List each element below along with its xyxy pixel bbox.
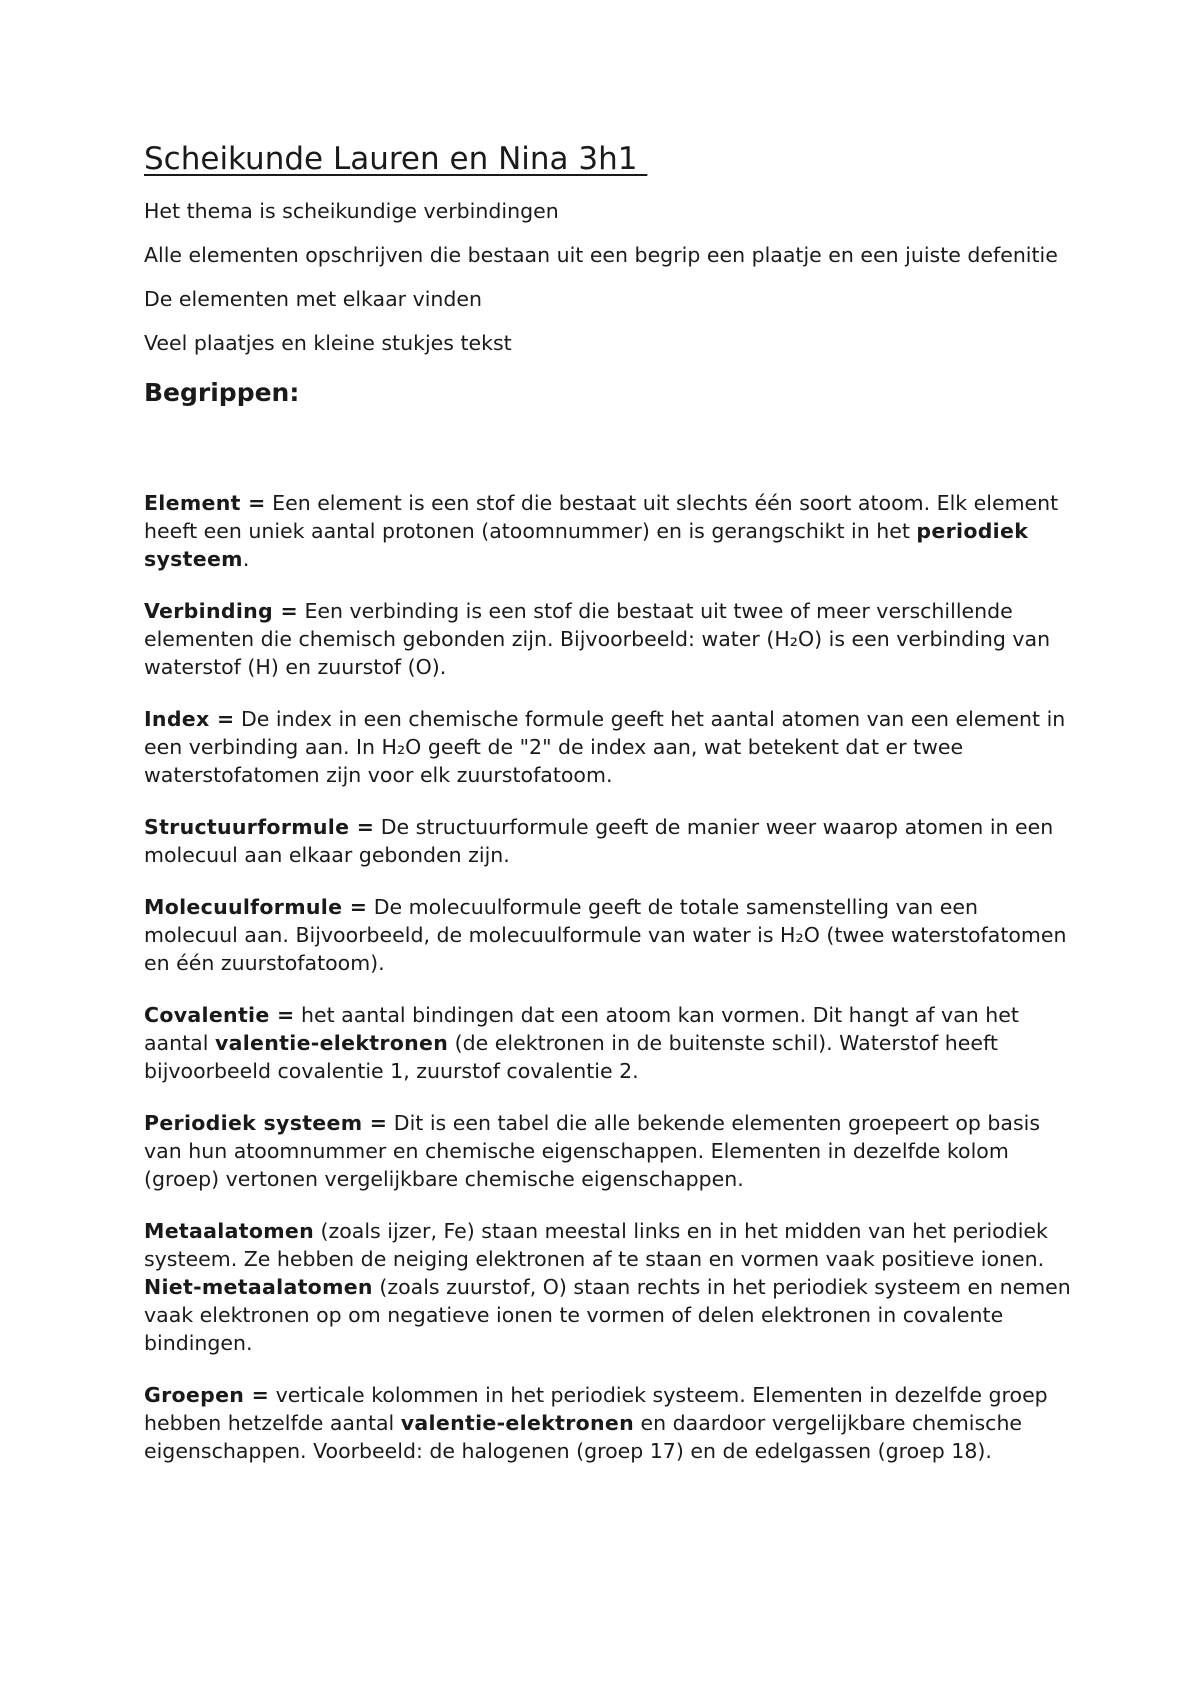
definition-metaalatomen [144, 1217, 1074, 1273]
definition-text: Dit is een tabel die alle bekende elementen groepeert op basis van hun atoomnummer en chemische eigenschappen. Elementen in dezelfde kolom (groep) vertonen vergelijkbare chemische eigenschappen. [144, 1111, 1041, 1192]
emphasis: valentie-elektronen [214, 1031, 449, 1056]
term: Groepen = [144, 1383, 270, 1408]
document-title: Scheikunde Lauren en Nina 3h1 [144, 141, 648, 177]
definition-groepen [144, 1381, 1074, 1465]
definition-covalentie [144, 1001, 1074, 1085]
definition-text: (zoals ijzer, Fe) staan meestal links en in het midden van het periodiek systeem. Ze hebben de neiging elektronen af te staan en vormen vaak positieve ionen. [144, 1219, 1048, 1272]
definition-text: het aantal bindingen dat een atoom kan vormen. Dit hangt af van het aantal [144, 1003, 1019, 1056]
section-heading-begrippen: Begrippen: [144, 377, 300, 407]
term: Niet-metaalatomen [144, 1275, 373, 1300]
definition-tail: (de elektronen in de buitenste schil). Waterstof heeft bijvoorbeeld covalentie 1, zuurstof covalentie 2. [144, 1031, 998, 1084]
definition-niet-metaalatomen [144, 1273, 1074, 1357]
definition-tail: . [242, 547, 250, 572]
definition-molecuulformule [144, 893, 1074, 977]
intro-line: Het thema is scheikundige verbindingen [144, 198, 559, 223]
definition-text: Een verbinding is een stof die bestaat uit twee of meer verschillende elementen die chemisch gebonden zijn. Bijvoorbeeld: water (H₂O) is een verbinding van waterstof (H) en zuurstof (O). [144, 599, 1051, 680]
emphasis: valentie-elektronen [400, 1411, 634, 1436]
term: Index = [144, 707, 235, 732]
document-page [144, 140, 1074, 1489]
term: Periodiek systeem = [144, 1111, 388, 1136]
intro-line: Alle elementen opschrijven die bestaan uit een begrip een plaatje en een juiste defenitie [144, 242, 1058, 267]
definition-text: Een element is een stof die bestaat uit slechts één soort atoom. Elk element heeft een uniek aantal protonen (atoomnummer) en is gerangschikt in het [144, 491, 1059, 544]
emphasis: periodiek systeem [144, 519, 1029, 572]
definition-tail: en daardoor vergelijkbare chemische eigenschappen. Voorbeeld: de halogenen (groep 17) en de edelgassen (groep 18). [144, 1411, 1023, 1464]
definition-periodiek-systeem [144, 1109, 1074, 1193]
definition-text: (zoals zuurstof, O) staan rechts in het periodiek systeem en nemen vaak elektronen op om negatieve ionen te vormen of delen elektronen in covalente bindingen. [144, 1275, 1071, 1356]
term: Element = [144, 491, 266, 516]
term: Verbinding = [144, 599, 298, 624]
term: Structuurformule = [144, 815, 375, 840]
spacer [144, 409, 1074, 489]
definition-text: De molecuulformule geeft de totale samenstelling van een molecuul aan. Bijvoorbeeld, de molecuulformule van water is H₂O (twee waterstofatomen en één zuurstofatoom). [144, 895, 1067, 976]
definition-structuurformule [144, 813, 1074, 869]
intro-line: Veel plaatjes en kleine stukjes tekst [144, 330, 512, 355]
term: Metaalatomen [144, 1219, 314, 1244]
definition-text: De structuurformule geeft de manier weer waarop atomen in een molecuul aan elkaar gebonden zijn. [144, 815, 1054, 868]
term: Molecuulformule = [144, 895, 368, 920]
definition-verbinding [144, 597, 1074, 681]
definition-text: De index in een chemische formule geeft het aantal atomen van een element in een verbinding aan. In H₂O geeft de "2" de index aan, wat betekent dat er twee waterstofatomen zijn voor elk zuurstofatoom. [144, 707, 1066, 788]
definition-text: verticale kolommen in het periodiek systeem. Elementen in dezelfde groep hebben hetzelfde aantal [144, 1383, 1048, 1436]
definition-element [144, 489, 1074, 573]
definition-index [144, 705, 1074, 789]
intro-line: De elementen met elkaar vinden [144, 286, 483, 311]
term: Covalentie = [144, 1003, 295, 1028]
